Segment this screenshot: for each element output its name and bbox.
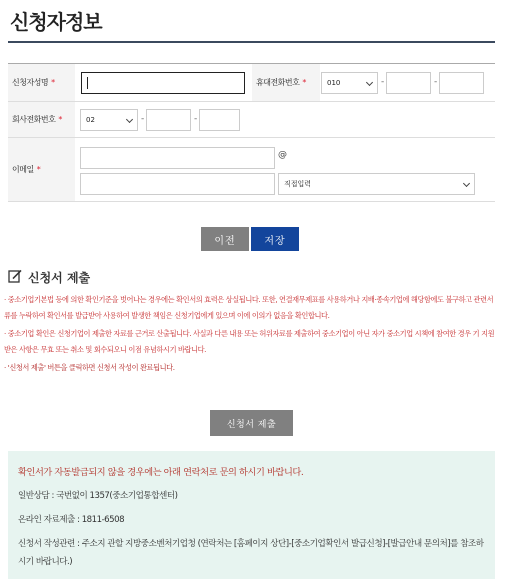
chevron-down-icon — [366, 79, 373, 86]
required-mark: * — [51, 78, 55, 87]
office-phone-last-input[interactable] — [199, 109, 240, 131]
contact-online: 온라인 자료제출 : 1811-6508 — [18, 515, 125, 525]
submission-section-title: 신청서 제출 — [8, 269, 90, 286]
contact-info-box — [8, 451, 495, 579]
at-sign: @ — [278, 150, 287, 160]
notice-item: · 중소기업 확인은 신청기업이 제출한 자료를 근거로 산출됩니다. 사실과 다른 내용 또는 허위자료를 제출하여 중소기업이 아닌 자가 중소기업 시책에 참여한 경우 기 지원 받은 사항은 무효 또는 취소 및 회수되오니 이점 유념하시기 바랍니다. — [4, 329, 495, 354]
save-button[interactable]: 저장 — [251, 227, 299, 251]
dash-separator: - — [141, 114, 145, 124]
office-phone-label: 회사전화번호 * — [8, 102, 75, 137]
edit-icon — [8, 269, 28, 286]
mobile-label: 휴대전화번호 * — [252, 64, 320, 101]
dash-separator: - — [194, 114, 198, 124]
contact-heading: 확인서가 자동발급되지 않을 경우에는 아래 연락처로 문의 하시기 바랍니다. — [18, 467, 304, 478]
contact-writing: 신청서 작성관련 : 주소지 관할 지방중소벤처기업청 (연락처는 [홈페이지 상단]-[중소기업확인서 발급신청]-[발급안내 문의처]를 참조하시기 바랍니다.) — [18, 539, 484, 567]
dash-separator: - — [434, 77, 438, 87]
applicant-name-label: 신청자성명 * — [8, 64, 75, 101]
applicant-form — [8, 63, 495, 202]
submission-notes — [4, 292, 498, 379]
office-phone-middle-input[interactable] — [146, 109, 191, 131]
prev-button[interactable]: 이전 — [201, 227, 249, 251]
form-row-name-mobile — [8, 64, 495, 102]
mobile-middle-input[interactable] — [386, 72, 431, 94]
notice-item: · '신청서 제출' 버튼을 클릭하면 신청서 작성이 완료됩니다. — [4, 363, 175, 372]
mobile-prefix-select[interactable]: 010 — [321, 72, 378, 94]
form-row-email — [8, 138, 495, 202]
email-domain-input[interactable] — [80, 173, 275, 195]
chevron-down-icon — [463, 180, 470, 187]
applicant-name-input[interactable] — [81, 72, 245, 94]
title-divider — [8, 41, 495, 43]
form-row-office-phone — [8, 102, 495, 138]
required-mark: * — [302, 78, 306, 87]
notice-item: · 중소기업기본법 등에 의한 확인기준을 벗어나는 경우에는 확인서의 효력은 상실됩니다. 또한, 연결재무제표를 사용하거나 지배·종속기업에 해당함에도 불구하고 관련서류를 누락하여 확인서를 발급받아 사용하여 발생한 책임은 신청기업에게 있으며 이에 이의가 없음을 확인합니다. — [4, 295, 494, 320]
contact-general: 일반상담 : 국번없이 1357(중소기업통합센터) — [18, 491, 178, 501]
required-mark: * — [58, 115, 62, 124]
email-domain-select[interactable]: 직접입력 — [278, 173, 475, 195]
email-id-input[interactable] — [80, 147, 275, 169]
page-title: 신청자정보 — [10, 10, 102, 34]
mobile-last-input[interactable] — [439, 72, 484, 94]
chevron-down-icon — [126, 116, 133, 123]
submit-application-button[interactable]: 신청서 제출 — [210, 410, 293, 436]
required-mark: * — [36, 165, 41, 174]
email-label: 이메일 * — [8, 138, 75, 201]
dash-separator: - — [381, 77, 385, 87]
office-phone-prefix-select[interactable]: 02 — [80, 109, 138, 131]
